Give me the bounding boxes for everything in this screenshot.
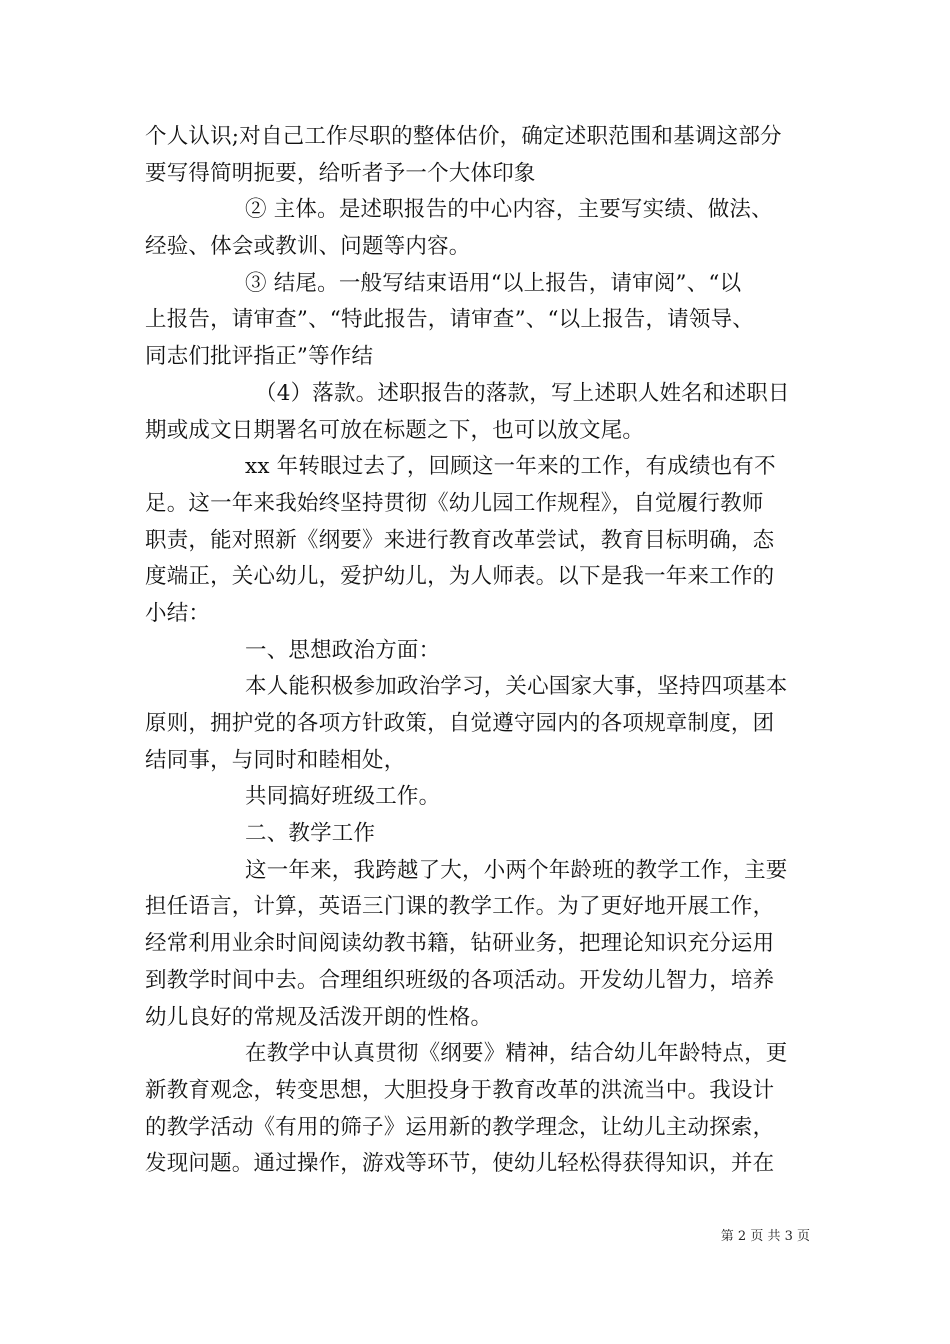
text-line: 经验、体会或教训、问题等内容。 — [145, 234, 471, 260]
text-line: 本人能积极参加政治学习，关心国家大事，坚持四项基本 — [245, 674, 788, 700]
text-line: 到教学时间中去。合理组织班级的各项活动。开发幼儿智力，培养 — [145, 967, 775, 993]
text-line: 的教学活动《有用的筛子》运用新的教学理念，让幼儿主动探索， — [145, 1114, 775, 1140]
text-line: 在教学中认真贯彻《纲要》精神，结合幼儿年龄特点，更 — [245, 1041, 788, 1067]
text-line: 职责，能对照新《纲要》来进行教育改革尝试，教育目标明确，态 — [145, 527, 775, 553]
text-line: 经常利用业余时间阅读幼教书籍，钻研业务，把理论知识充分运用 — [145, 931, 775, 957]
section-heading: 一、思想政治方面： — [245, 637, 441, 663]
text-line: 共同搞好班级工作。 — [245, 784, 441, 810]
text-line: 要写得简明扼要，给听者予一个大体印象 — [145, 160, 536, 186]
document-body — [145, 119, 810, 1183]
text-line: 小结： — [145, 600, 211, 626]
text-line: 新教育观念，转变思想，大胆投身于教育改革的洪流当中。我设计 — [145, 1077, 775, 1103]
text-line: 上报告，请审查”、“特此报告，请审查”、“以上报告，请领导、 — [145, 307, 754, 333]
text-line: 幼儿良好的常规及活泼开朗的性格。 — [145, 1004, 493, 1030]
text-line: 原则，拥护党的各项方针政策，自觉遵守园内的各项规章制度，团 — [145, 711, 775, 736]
text-line: 结同事，与同时和睦相处， — [145, 747, 406, 773]
text-line: 担任语言，计算，英语三门课的教学工作。为了更好地开展工作， — [145, 894, 775, 920]
text-line: ② 主体。是述职报告的中心内容，主要写实绩、做法、 — [245, 197, 773, 223]
text-line: 发现问题。通过操作，游戏等环节，使幼儿轻松得获得知识，并在 — [145, 1151, 775, 1177]
text-line: 期或成文日期署名可放在标题之下，也可以放文尾。 — [145, 417, 645, 443]
text-line: 个人认识;对自己工作尽职的整体估价，确定述职范围和基调这部分 — [145, 124, 782, 149]
text-line: 度端正，关心幼儿，爱护幼儿，为人师表。以下是我一年来工作的 — [145, 564, 775, 590]
text-line: ③ 结尾。一般写结束语用“以上报告，请审阅”、“以 — [245, 270, 742, 296]
text-line: 同志们批评指正”等作结 — [145, 344, 374, 370]
text-line: （4）落款。述职报告的落款，写上述职人姓名和述职日 — [255, 380, 790, 406]
section-heading: 二、教学工作 — [245, 821, 376, 847]
text-line: 这一年来，我跨越了大，小两个年龄班的教学工作，主要 — [245, 857, 788, 883]
text-line: 足。这一年来我始终坚持贯彻《幼儿园工作规程》，自觉履行教师 — [145, 490, 764, 516]
text-line: xx 年转眼过去了，回顾这一年来的工作，有成绩也有不 — [245, 454, 776, 480]
page-number-footer: 第 2 页 共 3 页 — [720, 1229, 810, 1244]
